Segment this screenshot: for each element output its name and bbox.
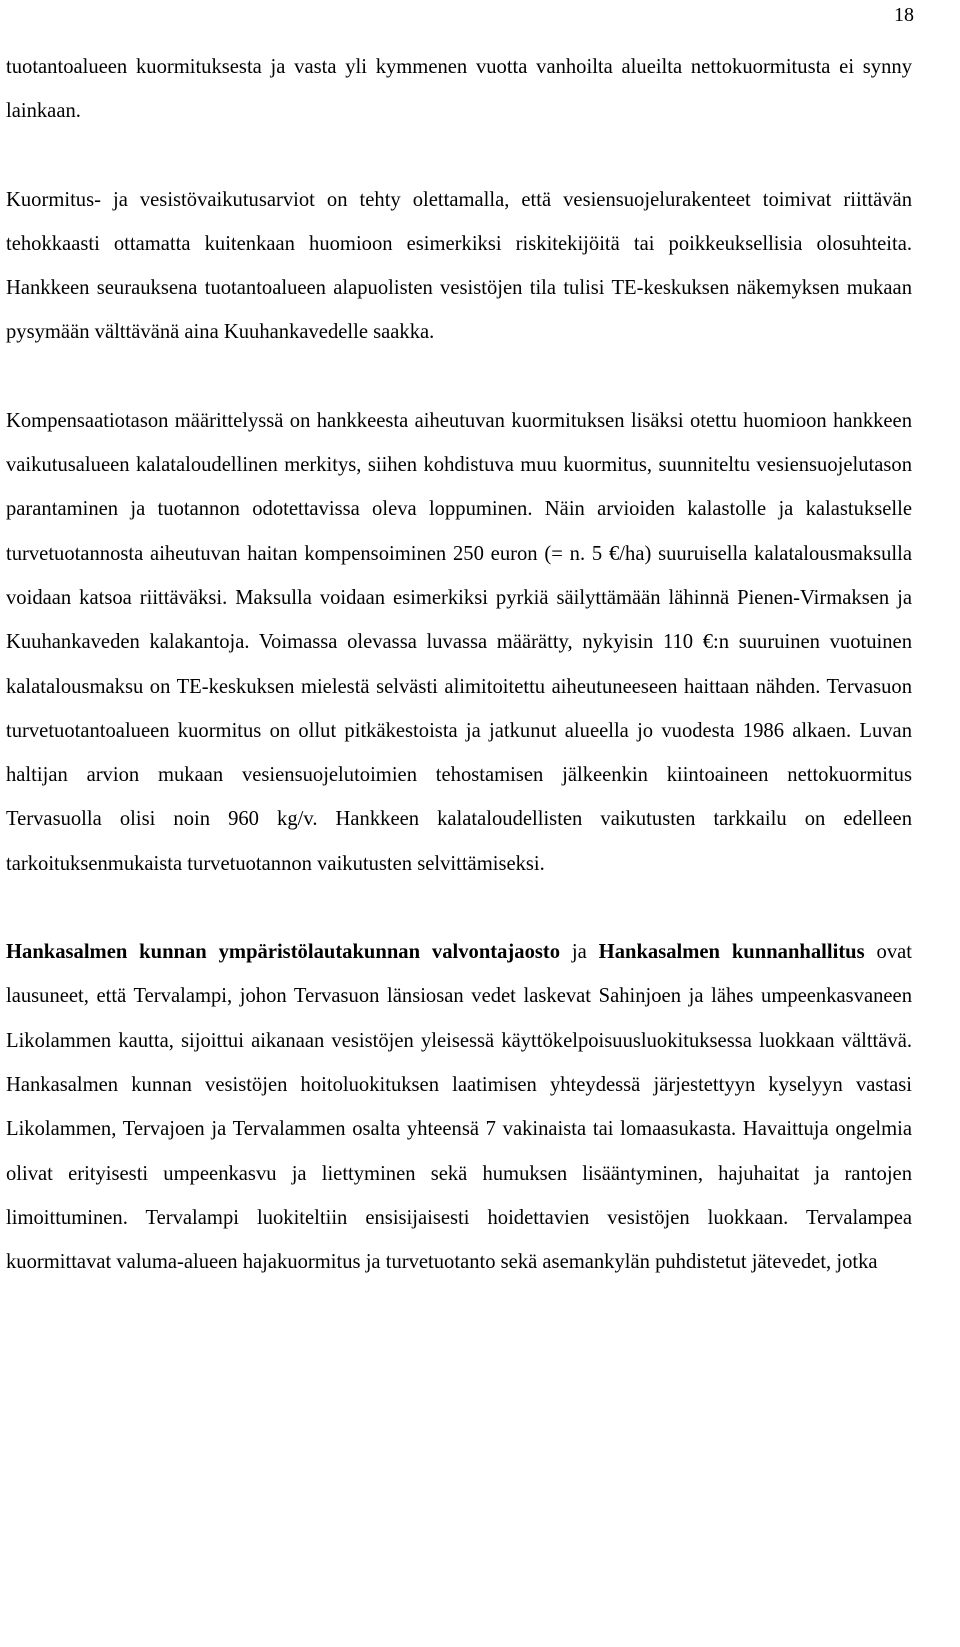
page-number: 18 — [894, 4, 914, 26]
authority-name-2: Hankasalmen kunnanhallitus — [598, 941, 865, 964]
paragraph-spacer — [6, 355, 912, 399]
document-body — [6, 45, 912, 1284]
paragraph-spacer — [6, 134, 912, 178]
paragraph-1: tuotantoalueen kuormituksesta ja vasta yli kymmenen vuotta vanhoilta alueilta nettokuormitusta ei synny lainkaan. — [6, 56, 912, 123]
paragraph-2: Kuormitus- ja vesistövaikutusarviot on tehty olettamalla, että vesiensuojelurakenteet toimivat riittävän tehokkaasti ottamatta kuitenkaan huomioon esimerkiksi riskitekijöitä tai poikkeuksellisia olosuhteita. Hankkeen seurauksena tuotantoalueen alapuolisten vesistöjen tila tulisi TE-keskuksen näkemyksen mukaan pysymään välttävänä aina Kuuhankavedelle saakka. — [6, 188, 912, 344]
paragraph-3: Kompensaatiotason määrittelyssä on hankkeesta aiheutuvan kuormituksen lisäksi otettu huomioon hankkeen vaikutusalueen kalataloudellinen merkitys, siihen kohdistuva muu kuormitus, suunniteltu vesiensuojelutason parantaminen ja tuotannon odotettavissa oleva loppuminen. Näin arvioiden kalastolle ja kalastukselle turvetuotannosta aiheutuvan haitan kompensoiminen 250 euron (= n. 5 €/ha) suuruisella kalatalousmaksulla voidaan katsoa riittäväksi. Maksulla voidaan esimerkiksi pyrkiä säilyttämään lähinnä Pienen-Virmaksen ja Kuuhankaveden kalakantoja. Voimassa olevassa luvassa määrätty, nykyisin 110 €:n suuruinen vuotuinen kalatalousmaksu on TE-keskuksen mielestä selvästi alimitoitettu aiheutuneeseen haittaan nähden. Tervasuon turvetuotantoalueen kuormitus on ollut pitkäkestoista ja jatkunut alueella jo vuodesta 1986 alkaen. Luvan haltijan arvion mukaan vesiensuojelutoimien tehostamisen jälkeenkin kiintoaineen nettokuormitus Tervasuolla olisi noin 960 kg/v. Hankkeen kalataloudellisten vaikutusten tarkkailu on edelleen tarkoituksenmukaista turvetuotannon vaikutusten selvittämiseksi. — [6, 409, 912, 875]
connector-text: ja — [560, 941, 599, 964]
authority-name-1: Hankasalmen kunnan ympäristölautakunnan valvontajaosto — [6, 941, 561, 964]
paragraph-4 — [6, 930, 912, 1284]
paragraph-spacer — [6, 886, 912, 930]
paragraph-4-text: ovat lausuneet, että Tervalampi, johon Tervasuon länsiosan vedet laskevat Sahinjoen ja lähes umpeenkasvaneen Likolammen kautta, sijoittui aikanaan vesistöjen yleisessä käyttökelpoisuusluokituksessa luokkaan välttävä. Hankasalmen kunnan vesistöjen hoitoluokituksen laatimisen yhteydessä järjestettyyn kyselyyn vastasi Likolammen, Tervajoen ja Tervalammen osalta yhteensä 7 vakinaista tai lomaasukasta. Havaittuja ongelmia olivat erityisesti umpeenkasvu ja liettyminen sekä humuksen lisääntyminen, hajuhaitat ja rantojen limoittuminen. Tervalampi luokiteltiin ensisijaisesti hoidettavien vesistöjen luokkaan. Tervalampea kuormittavat valuma-alueen hajakuormitus ja turvetuotanto sekä asemankylän puhdistetut jätevedet, jotka — [6, 941, 912, 1274]
